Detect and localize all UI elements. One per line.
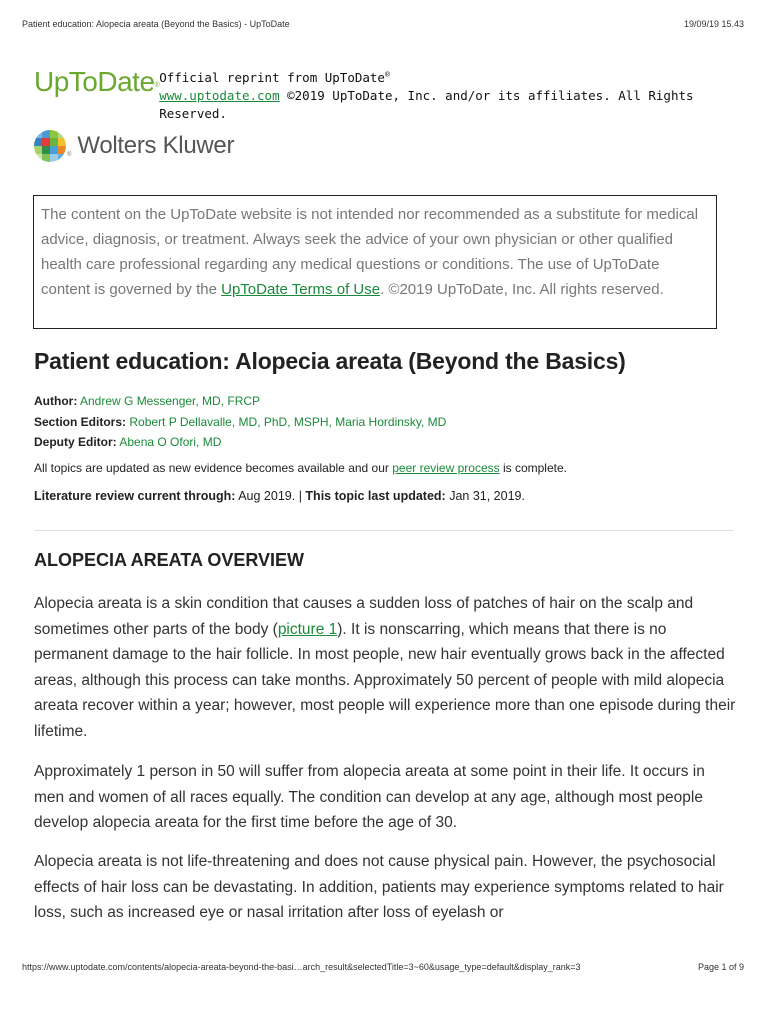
reprint-line: Official reprint from UpToDate	[159, 70, 385, 86]
section-divider	[34, 530, 734, 531]
reprint-notice	[159, 66, 734, 123]
section-editor-link-2[interactable]: Maria Hordinsky, MD	[335, 414, 447, 429]
print-page-title: Patient education: Alopecia areata (Beyond the Basics) - UpToDate	[22, 19, 290, 29]
uptodate-logo	[34, 66, 159, 98]
review-label: Literature review current through:	[34, 489, 236, 503]
updated-label: This topic last updated:	[305, 489, 446, 503]
peer-review-link[interactable]: peer review process	[392, 461, 500, 475]
print-footer	[22, 962, 744, 972]
update-notice-end: is complete.	[499, 461, 567, 475]
section-editors-label: Section Editors:	[34, 414, 127, 429]
brand-row	[34, 66, 734, 123]
disclaimer-copyright: . ©2019 UpToDate, Inc. All rights reserved.	[380, 281, 664, 298]
print-datetime: 19/09/19 15.43	[683, 19, 744, 29]
disclaimer-box	[33, 195, 717, 329]
wolters-kluwer-mark-icon	[34, 130, 66, 162]
paragraph-1-text-end: ). It is nonscarring, which means that there is no permanent damage to the hair follicle. In most people, new hair eventually grows back in the affected areas, although this process can take months. Approximately 50 percent of people with mild alopecia areata recover within a year; however, most people will experience more than one episode during their lifetime.	[34, 620, 736, 740]
wolters-kluwer-logo	[34, 130, 234, 162]
author-link[interactable]: Andrew G Messenger, MD, FRCP	[80, 394, 261, 408]
update-notice-text: All topics are updated as new evidence becomes available and our	[34, 461, 393, 475]
deputy-editor-label: Deputy Editor:	[34, 435, 117, 449]
updated-date: Jan 31, 2019.	[445, 489, 525, 503]
print-header	[22, 19, 744, 29]
uptodate-logo-text: UpToDate	[34, 66, 155, 97]
paragraph-3: Alopecia areata is not life-threatening and does not cause physical pain. However, the psychosocial effects of hair loss can be devastating. In addition, patients may experience symptoms related to hair loss, such as increased eye or nasal irritation after loss of eyelash or	[34, 853, 724, 921]
picture-1-link[interactable]: picture 1	[277, 620, 338, 638]
review-dates	[34, 489, 525, 503]
review-date: Aug 2019. |	[235, 489, 306, 503]
section-editor-link-1[interactable]: Robert P Dellavalle, MD, PhD, MSPH	[129, 414, 329, 429]
reprint-reg: ®	[384, 70, 390, 79]
deputy-editor-link[interactable]: Abena O Ofori, MD	[119, 435, 222, 449]
print-url: https://www.uptodate.com/contents/alopecia-areata-beyond-the-basi…arch_result&selectedTitle=3~60&usage_type=default&display_rank=3	[22, 962, 581, 972]
print-page-number: Page 1 of 9	[697, 962, 744, 972]
paragraph-1-text: Alopecia areata is a skin condition that causes a sudden loss of patches of hair on the scalp and sometimes other parts of the body (	[34, 595, 694, 638]
uptodate-logo-reg: ®	[154, 82, 160, 89]
article-title: Patient education: Alopecia areata (Beyond the Basics)	[34, 348, 626, 374]
terms-of-use-link[interactable]: UpToDate Terms of Use	[221, 281, 381, 298]
wolters-kluwer-reg: ®	[67, 152, 72, 158]
wolters-kluwer-name: Wolters Kluwer	[77, 132, 235, 159]
section-heading: ALOPECIA AREATA OVERVIEW	[34, 550, 305, 570]
paragraph-2: Approximately 1 person in 50 will suffer from alopecia areata at some point in their life. It occurs in men and women of all races equally. The condition can develop at any age, although most people develop alopecia areata for the first time before the age of 30.	[34, 763, 705, 831]
author-label: Author:	[34, 394, 78, 408]
uptodate-site-link[interactable]: www.uptodate.com	[159, 88, 280, 104]
update-notice	[34, 461, 567, 475]
article-credits: Author: Andrew G Messenger, MD, FRCP Section Editors: Robert P Dellavalle, MD, PhD, MSPH, Maria Hordinsky, MD Deputy Editor: Abena O Ofori, MD	[34, 394, 447, 449]
disclaimer-text: The content on the UpToDate website is not intended nor recommended as a substitute for medical advice, diagnosis, or treatment. Always seek the advice of your own physician or other qualified health care professional regarding any medical questions or conditions. The use of UpToDate content is governed by the	[41, 206, 699, 298]
copyright-text: ©2019 UpToDate, Inc. and/or its affiliates. All Rights Reserved.	[159, 88, 694, 122]
paragraph-1	[34, 591, 736, 744]
